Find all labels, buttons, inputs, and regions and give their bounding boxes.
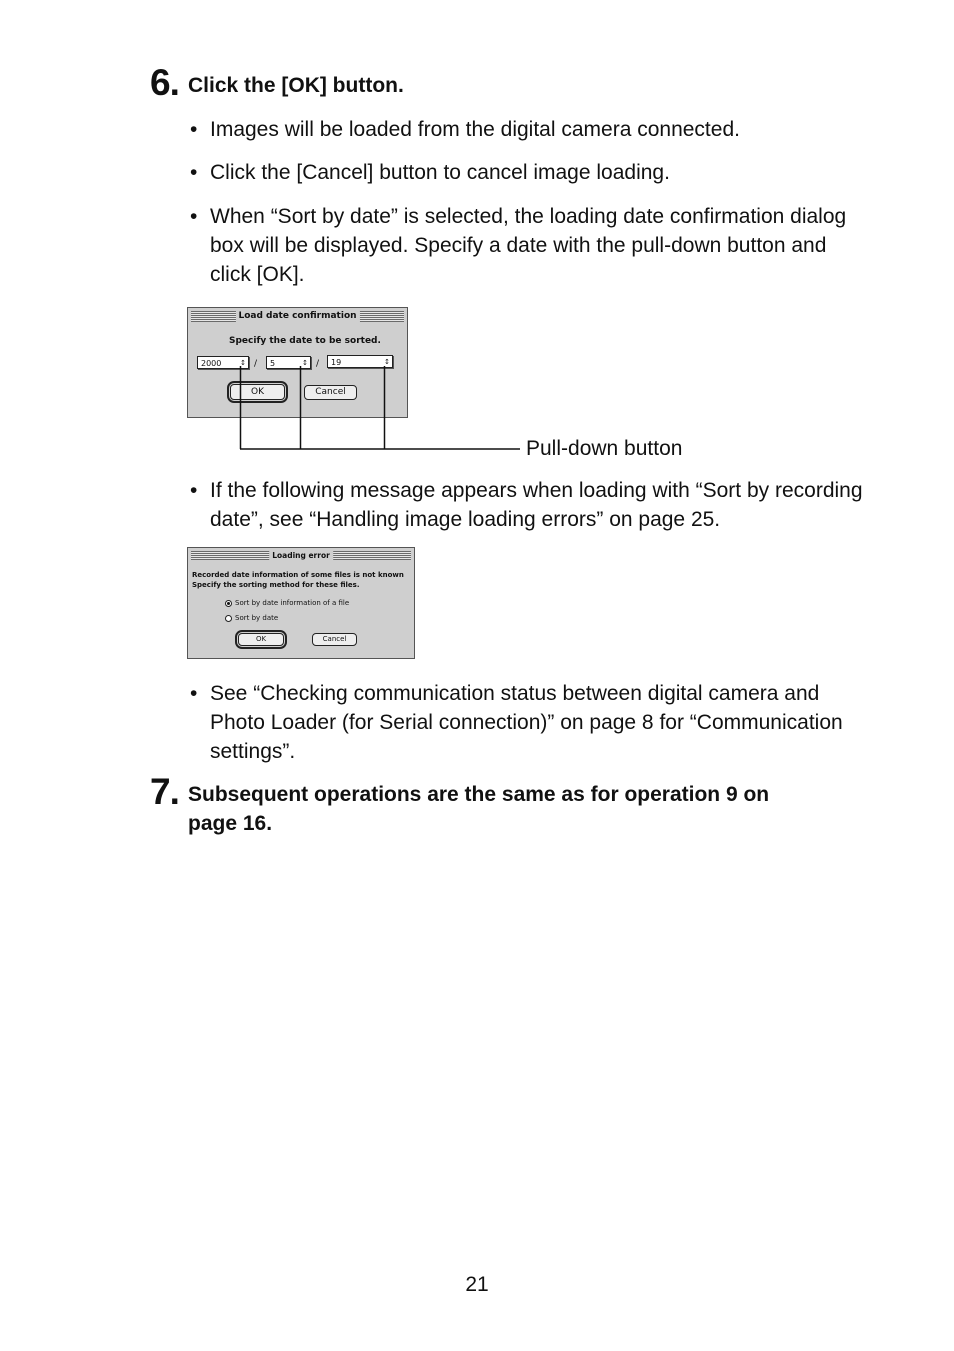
dialog-title-bar	[191, 551, 411, 560]
updown-arrows-icon: ↕	[240, 359, 246, 367]
dialog-prompt: Specify the date to be sorted.	[229, 336, 381, 346]
step-7-number: 7.	[150, 771, 179, 812]
option-sort-by-date: Sort by date	[235, 614, 279, 622]
ok-button[interactable]: OK	[230, 384, 285, 400]
error-message-line-2: Specify the sorting method for these files.	[192, 581, 360, 589]
cancel-button[interactable]: Cancel	[312, 633, 357, 646]
dialog-title-bar	[191, 311, 404, 322]
cancel-button[interactable]: Cancel	[304, 385, 357, 400]
loading-error-dialog	[187, 547, 415, 659]
year-pulldown[interactable]: 2000 ↕	[197, 356, 249, 369]
option-sort-by-file-date: Sort by date information of a file	[235, 599, 350, 607]
bullet-cancel: • Click the [Cancel] button to cancel image loading.	[190, 161, 670, 184]
month-pulldown[interactable]: 5 ↕	[266, 356, 311, 369]
bullet-loading-error: • If the following message appears when loading with “Sort by recording date”, see “Handling image loading errors” on page 25.	[190, 479, 863, 531]
step-7-title-line-2: page 16.	[188, 812, 273, 835]
pulldown-button-callout: Pull-down button	[526, 437, 683, 460]
error-message-line-1: Recorded date information of some files is not known	[192, 571, 404, 579]
bullet-sort-by-date: • When “Sort by date” is selected, the loading date confirmation dialog box will be displayed. Specify a date with the pull-down button and click [OK].	[190, 205, 847, 286]
radio-sort-by-date[interactable]	[225, 615, 232, 622]
dialog-title: Load date confirmation	[235, 311, 359, 322]
day-pulldown[interactable]: 19 ↕	[327, 355, 393, 368]
radio-sort-by-file-date[interactable]	[225, 600, 232, 607]
updown-arrows-icon: ↕	[384, 358, 390, 366]
page-number: 21	[465, 1273, 489, 1296]
dialog-title: Loading error	[269, 551, 333, 560]
updown-arrows-icon: ↕	[302, 359, 308, 367]
bullet-images-loaded: • Images will be loaded from the digital camera connected.	[190, 118, 740, 141]
date-separator: /	[316, 359, 320, 369]
ok-button[interactable]: OK	[238, 633, 284, 646]
step-7-title-line-1: Subsequent operations are the same as for operation 9 on	[188, 783, 770, 806]
date-separator: /	[254, 359, 258, 369]
bullet-communication-settings: • See “Checking communication status between digital camera and Photo Loader (for Serial connection)” on page 8 for “Communication settings”.	[190, 682, 843, 763]
pulldown-callout-lines	[187, 360, 527, 455]
step-6-number: 6.	[150, 62, 179, 103]
step-6-title: Click the [OK] button.	[188, 74, 404, 97]
